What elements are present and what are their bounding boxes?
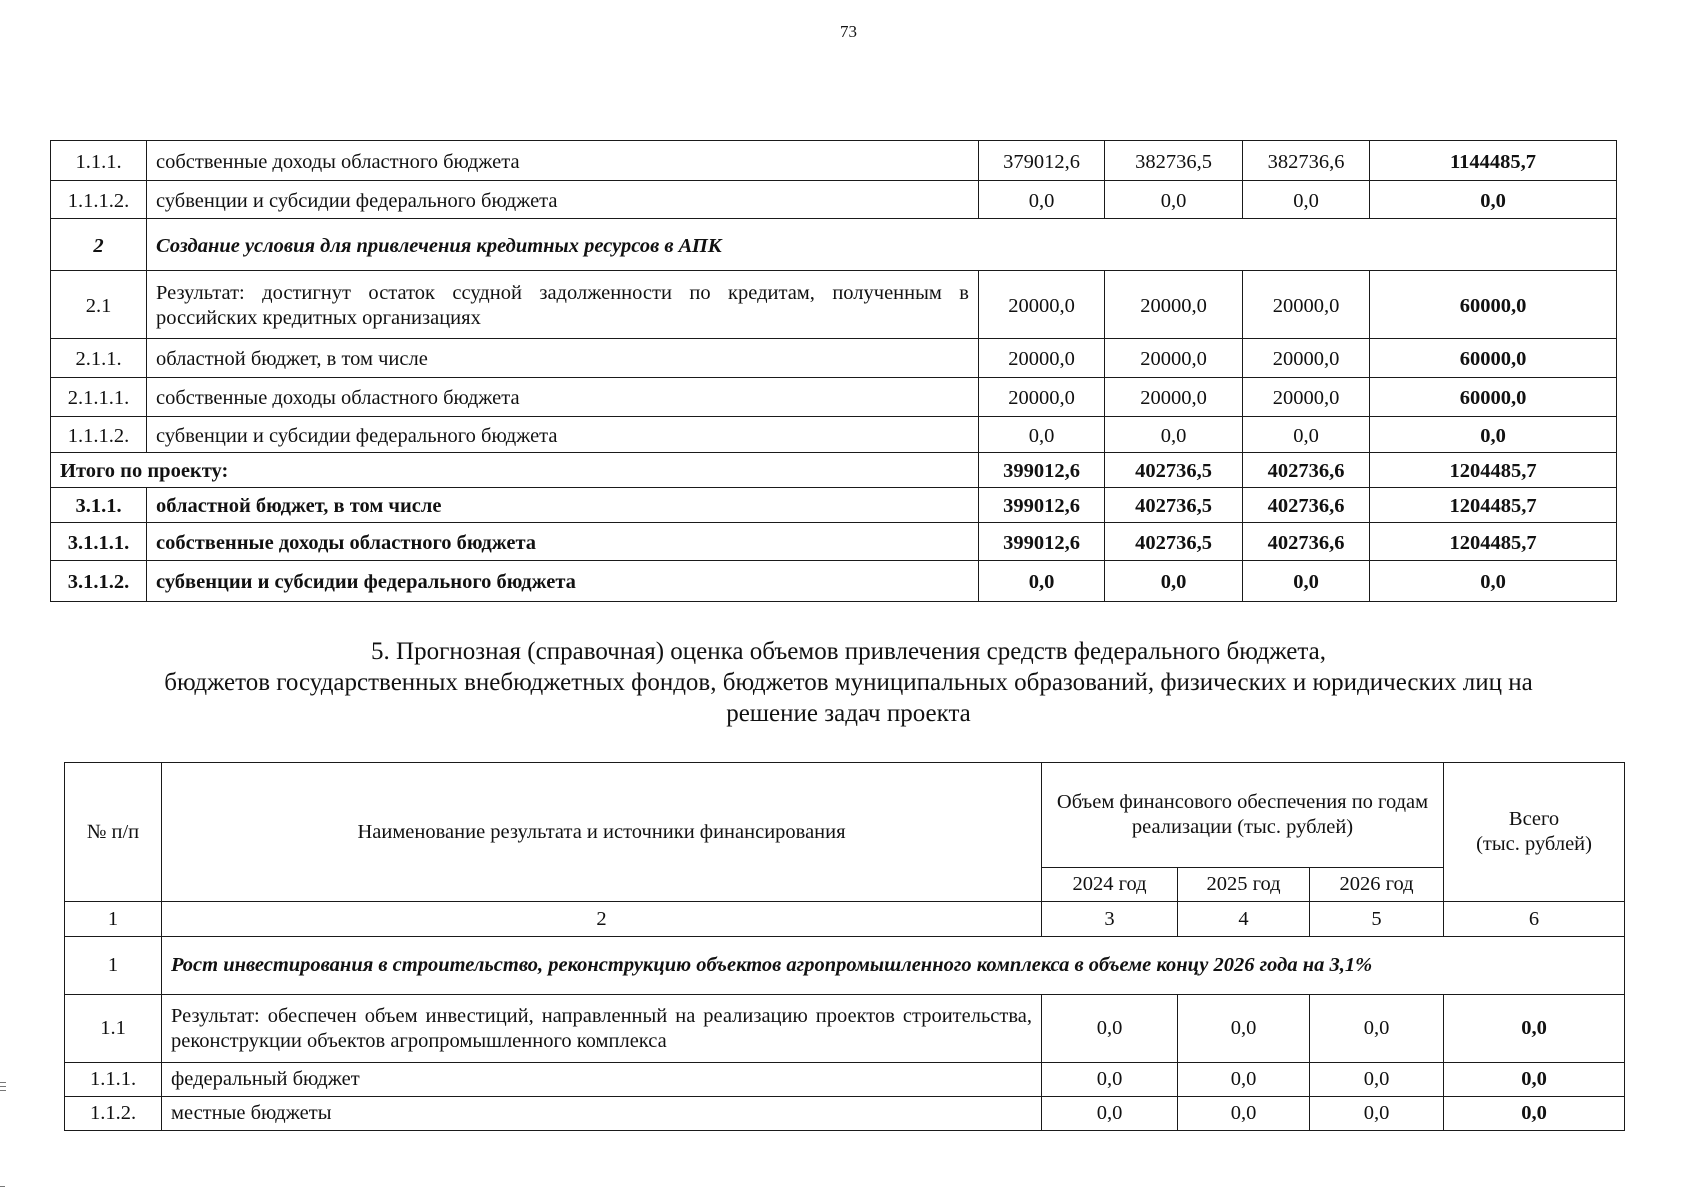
- value-2025: 0,0: [1178, 1097, 1310, 1131]
- value-2024: 0,0: [979, 561, 1105, 602]
- row-number: 1.1.2.: [65, 1097, 162, 1131]
- table-row: [51, 561, 1617, 602]
- value-2024: 0,0: [1042, 1097, 1178, 1131]
- value-total: 1204485,7: [1370, 453, 1617, 488]
- value-2026: 20000,0: [1243, 378, 1370, 417]
- value-2024: 20000,0: [979, 339, 1105, 378]
- value-total: 60000,0: [1370, 339, 1617, 378]
- value-total: 0,0: [1370, 417, 1617, 453]
- section-row: [65, 937, 1625, 995]
- value-2024: 0,0: [1042, 1063, 1178, 1097]
- value-total: 1204485,7: [1370, 523, 1617, 561]
- value-2024: 399012,6: [979, 523, 1105, 561]
- scan-margin-mark: [0, 1186, 5, 1187]
- value-total: 0,0: [1444, 1063, 1625, 1097]
- row-number: 2.1.1.: [51, 339, 147, 378]
- table-row: [51, 271, 1617, 339]
- value-2025: 0,0: [1105, 417, 1243, 453]
- column-number-3: 3: [1042, 902, 1178, 937]
- value-2024: 20000,0: [979, 271, 1105, 339]
- table-row: [51, 378, 1617, 417]
- value-2025: 0,0: [1105, 561, 1243, 602]
- value-2026: 402736,6: [1243, 453, 1370, 488]
- row-name: местные бюджеты: [162, 1097, 1042, 1131]
- section-title: Рост инвестирования в строительство, реконструкцию объектов агропромышленного комплекса в объеме концу 2026 года на 3,1%: [162, 937, 1625, 995]
- value-2024: 0,0: [979, 417, 1105, 453]
- header-year-2024: 2024 год: [1042, 868, 1178, 902]
- value-total: 0,0: [1370, 181, 1617, 219]
- value-2025: 402736,5: [1105, 453, 1243, 488]
- value-2025: 402736,5: [1105, 523, 1243, 561]
- value-total: 60000,0: [1370, 271, 1617, 339]
- section-5-heading-line1: 5. Прогнозная (справочная) оценка объемов привлечения средств федерального бюджета,: [371, 638, 1326, 665]
- value-total: 1204485,7: [1370, 488, 1617, 523]
- row-number: 1.1.1.2.: [51, 417, 147, 453]
- forecast-table: [64, 762, 1625, 1131]
- row-number: 1.1: [65, 995, 162, 1063]
- table-row: [51, 523, 1617, 561]
- scan-margin-mark: [0, 1086, 6, 1087]
- section-5-heading-line2: бюджетов государственных внебюджетных фондов, бюджетов муниципальных образований, физических и юридических лиц на: [164, 669, 1533, 696]
- value-2025: 20000,0: [1105, 378, 1243, 417]
- header-name: Наименование результата и источники финансирования: [162, 763, 1042, 902]
- section-5-heading: [60, 636, 1637, 729]
- value-2026: 382736,6: [1243, 141, 1370, 181]
- value-2025: 0,0: [1178, 995, 1310, 1063]
- row-name: собственные доходы областного бюджета: [147, 141, 979, 181]
- value-2024: 399012,6: [979, 488, 1105, 523]
- value-2024: 399012,6: [979, 453, 1105, 488]
- value-2025: 382736,5: [1105, 141, 1243, 181]
- table-row: [51, 339, 1617, 378]
- value-2026: 20000,0: [1243, 271, 1370, 339]
- value-2026: 0,0: [1310, 1097, 1444, 1131]
- section-row: [51, 219, 1617, 271]
- table-row: [51, 417, 1617, 453]
- table-row: [51, 488, 1617, 523]
- page-number: 73: [840, 22, 857, 41]
- total-label: Итого по проекту:: [51, 453, 979, 488]
- table-row: [65, 1097, 1625, 1131]
- column-number-4: 4: [1178, 902, 1310, 937]
- header-year-2026: 2026 год: [1310, 868, 1444, 902]
- value-2025: 0,0: [1178, 1063, 1310, 1097]
- column-number-1: 1: [65, 902, 162, 937]
- row-number: 2.1.1.1.: [51, 378, 147, 417]
- header-volume: Объем финансового обеспечения по годам реализации (тыс. рублей): [1042, 763, 1444, 868]
- value-2026: 0,0: [1243, 561, 1370, 602]
- value-2024: 379012,6: [979, 141, 1105, 181]
- total-row: [51, 453, 1617, 488]
- row-name: областной бюджет, в том числе: [147, 339, 979, 378]
- value-2024: 0,0: [1042, 995, 1178, 1063]
- value-total: 0,0: [1444, 995, 1625, 1063]
- column-number-6: 6: [1444, 902, 1625, 937]
- value-2025: 402736,5: [1105, 488, 1243, 523]
- value-2025: 0,0: [1105, 181, 1243, 219]
- section-5-heading-line3: решение задач проекта: [726, 700, 971, 727]
- section-number: 1: [65, 937, 162, 995]
- budget-table-continued: [50, 140, 1617, 602]
- value-total: 60000,0: [1370, 378, 1617, 417]
- header-total-line2: (тыс. рублей): [1476, 833, 1592, 855]
- row-name: собственные доходы областного бюджета: [147, 523, 979, 561]
- value-2025: 20000,0: [1105, 339, 1243, 378]
- scan-margin-mark: [0, 1090, 6, 1091]
- row-name: субвенции и субсидии федерального бюджета: [147, 181, 979, 219]
- row-name: федеральный бюджет: [162, 1063, 1042, 1097]
- row-name: собственные доходы областного бюджета: [147, 378, 979, 417]
- section-number: 2: [51, 219, 147, 271]
- row-number: 3.1.1.2.: [51, 561, 147, 602]
- header-total-line1: Всего: [1508, 808, 1560, 830]
- value-total: 0,0: [1444, 1097, 1625, 1131]
- table-row: [51, 141, 1617, 181]
- value-2025: 20000,0: [1105, 271, 1243, 339]
- column-number-5: 5: [1310, 902, 1444, 937]
- row-number: 2.1: [51, 271, 147, 339]
- table-row: [65, 995, 1625, 1063]
- value-2026: 0,0: [1243, 417, 1370, 453]
- header-number: № п/п: [65, 763, 162, 902]
- table-row: [51, 181, 1617, 219]
- row-name: Результат: обеспечен объем инвестиций, направленный на реализацию проектов строительства, реконструкции объектов агропромышленного комплекса: [162, 995, 1042, 1063]
- row-name: субвенции и субсидии федерального бюджета: [147, 417, 979, 453]
- value-2026: 0,0: [1310, 995, 1444, 1063]
- value-2026: 20000,0: [1243, 339, 1370, 378]
- row-name: субвенции и субсидии федерального бюджета: [147, 561, 979, 602]
- value-2024: 0,0: [979, 181, 1105, 219]
- value-total: 1144485,7: [1370, 141, 1617, 181]
- row-number: 3.1.1.: [51, 488, 147, 523]
- column-number-2: 2: [162, 902, 1042, 937]
- value-2026: 0,0: [1310, 1063, 1444, 1097]
- row-number: 1.1.1.: [65, 1063, 162, 1097]
- row-name: Результат: достигнут остаток ссудной задолженности по кредитам, полученным в российских кредитных организациях: [147, 271, 979, 339]
- row-name: областной бюджет, в том числе: [147, 488, 979, 523]
- table-row: [65, 1063, 1625, 1097]
- header-total: [1444, 763, 1625, 902]
- value-total: 0,0: [1370, 561, 1617, 602]
- header-year-2025: 2025 год: [1178, 868, 1310, 902]
- column-numbers-row: [65, 902, 1625, 937]
- value-2026: 402736,6: [1243, 523, 1370, 561]
- section-title: Создание условия для привлечения кредитных ресурсов в АПК: [147, 219, 1617, 271]
- scan-margin-mark: [0, 1082, 6, 1083]
- value-2024: 20000,0: [979, 378, 1105, 417]
- row-number: 3.1.1.1.: [51, 523, 147, 561]
- row-number: 1.1.1.2.: [51, 181, 147, 219]
- row-number: 1.1.1.: [51, 141, 147, 181]
- header-row: [65, 763, 1625, 868]
- value-2026: 0,0: [1243, 181, 1370, 219]
- value-2026: 402736,6: [1243, 488, 1370, 523]
